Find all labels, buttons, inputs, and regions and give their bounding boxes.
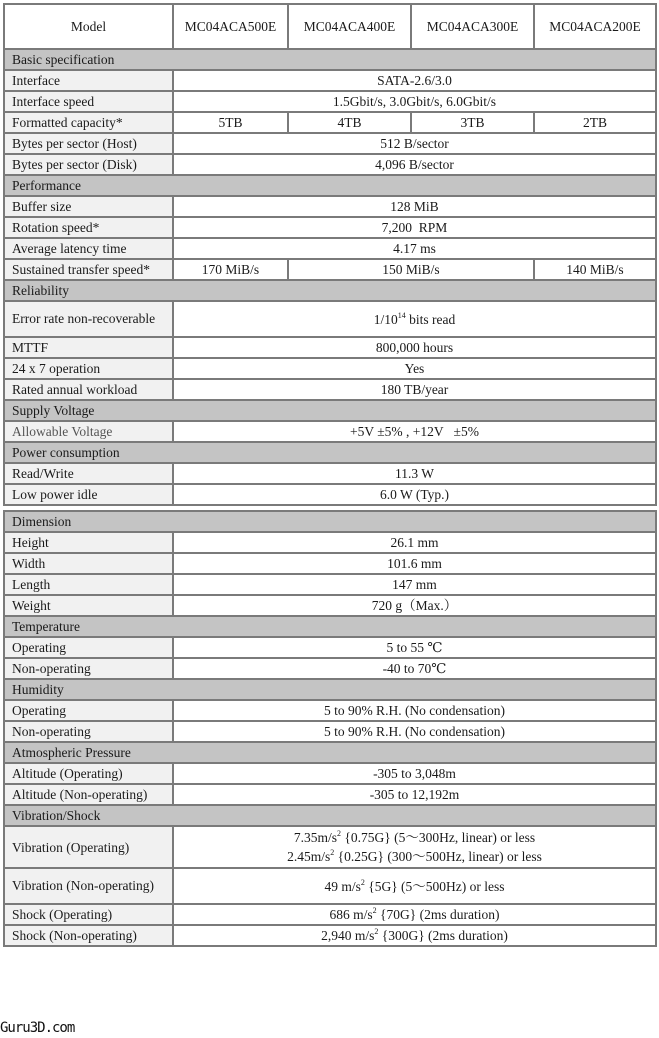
section-temperature: Temperature [4,616,656,637]
value-text: {300G} (2ms duration) [378,928,508,943]
table-row [4,484,656,505]
row-label: Formatted capacity* [4,112,173,133]
error-rate-suffix: bits read [405,311,456,327]
capacity-value: 5TB [173,112,288,133]
row-label: Average latency time [4,238,173,259]
table-row [4,91,656,112]
row-value: 26.1 mm [173,532,656,553]
table-row [4,763,656,784]
row-value [173,826,656,868]
table-row [4,637,656,658]
superscript: 2 [372,906,377,915]
row-value: -305 to 3,048m [173,763,656,784]
section-vibration: Vibration/Shock [4,805,656,826]
row-label: Interface [4,70,173,91]
row-value [173,925,656,946]
error-rate-exponent: 14 [397,310,406,320]
model-name: MC04ACA300E [411,4,534,49]
table-row [4,112,656,133]
row-value: +5V ±5% , +12V ±5% [173,421,656,442]
model-name: MC04ACA200E [534,4,656,49]
error-rate-prefix: 1/10 [373,311,398,327]
row-value: -305 to 12,192m [173,784,656,805]
header-row [4,4,656,49]
row-value: Yes [173,358,656,379]
row-label: Bytes per sector (Disk) [4,154,173,175]
row-value: 147 mm [173,574,656,595]
row-value: SATA-2.6/3.0 [173,70,656,91]
row-value: 1.5Gbit/s, 3.0Gbit/s, 6.0Gbit/s [173,91,656,112]
section-power: Power consumption [4,442,656,463]
row-label: Operating [4,637,173,658]
row-label: Vibration (Operating) [4,826,173,868]
table-row [4,553,656,574]
row-label: Non-operating [4,658,173,679]
section-humidity: Humidity [4,679,656,700]
row-label: Length [4,574,173,595]
value-text: 2,940 m/s [321,928,375,943]
row-label: Read/Write [4,463,173,484]
row-value: -40 to 70℃ [173,658,656,679]
section-reliability: Reliability [4,280,656,301]
table-row [4,658,656,679]
model-header: Model [4,4,173,49]
row-value: 128 MiB [173,196,656,217]
table-row [4,301,656,337]
row-label: Bytes per sector (Host) [4,133,173,154]
row-label: MTTF [4,337,173,358]
row-label: Altitude (Non-operating) [4,784,173,805]
table-row [4,784,656,805]
row-value: 7,200 RPM [173,217,656,238]
section-basic: Basic specification [4,49,656,70]
value-text: {5G} (5～500Hz) or less [364,878,505,894]
row-label: Buffer size [4,196,173,217]
row-value: 720 g（Max.） [173,595,656,616]
section-pressure: Atmospheric Pressure [4,742,656,763]
table-row [4,358,656,379]
capacity-value: 4TB [288,112,411,133]
value-text: 7.35m/s [293,830,338,845]
row-label: 24 x 7 operation [4,358,173,379]
table-row [4,868,656,904]
row-value: 101.6 mm [173,553,656,574]
row-value: 512 B/sector [173,133,656,154]
row-label: Operating [4,700,173,721]
table-row [4,238,656,259]
model-name: MC04ACA500E [173,4,288,49]
row-label: Vibration (Non-operating) [4,868,173,904]
table-row [4,826,656,868]
row-value: 4,096 B/sector [173,154,656,175]
superscript: 2 [374,927,379,936]
value-text: 49 m/s [324,878,361,894]
table-row [4,196,656,217]
row-value: 5 to 90% R.H. (No condensation) [173,721,656,742]
watermark: Guru3D.com [0,1020,75,1036]
row-label: Width [4,553,173,574]
table-row [4,925,656,946]
table-row [4,574,656,595]
value-text: {70G} (2ms duration) [376,907,500,922]
table-row [4,337,656,358]
row-value [173,904,656,925]
table-row [4,700,656,721]
table-row [4,259,656,280]
table-row [4,463,656,484]
table-row [4,217,656,238]
row-label: Shock (Non-operating) [4,925,173,946]
table-row [4,904,656,925]
table-row [4,421,656,442]
row-value [173,868,656,904]
table-row [4,595,656,616]
table-row [4,154,656,175]
vibration-op-line-2 [181,847,648,866]
row-value: 800,000 hours [173,337,656,358]
model-name: MC04ACA400E [288,4,411,49]
row-value: 6.0 W (Typ.) [173,484,656,505]
table-row [4,721,656,742]
table-row [4,532,656,553]
row-label: Shock (Operating) [4,904,173,925]
row-value: 5 to 55 ℃ [173,637,656,658]
row-value: 5 to 90% R.H. (No condensation) [173,700,656,721]
value-text: {0.25G} (300～500Hz, linear) or less [334,849,542,864]
table-row [4,379,656,400]
superscript: 2 [330,848,335,857]
vibration-op-line-1 [181,828,648,847]
row-label: Rated annual workload [4,379,173,400]
capacity-value: 3TB [411,112,534,133]
value-text: 686 m/s [329,907,373,922]
section-dimension: Dimension [4,511,656,532]
superscript: 2 [337,829,342,838]
row-value [173,301,656,337]
row-label: Altitude (Operating) [4,763,173,784]
transfer-value: 150 MiB/s [288,259,534,280]
spec-table [3,3,657,947]
row-value: 11.3 W [173,463,656,484]
section-performance: Performance [4,175,656,196]
table-row [4,70,656,91]
row-label: Allowable Voltage [4,421,173,442]
value-text: 2.45m/s [287,849,331,864]
row-value: 180 TB/year [173,379,656,400]
row-label: Sustained transfer speed* [4,259,173,280]
row-label: Error rate non-recoverable [4,301,173,337]
transfer-value: 140 MiB/s [534,259,656,280]
row-label: Non-operating [4,721,173,742]
row-label: Weight [4,595,173,616]
capacity-value: 2TB [534,112,656,133]
row-label: Rotation speed* [4,217,173,238]
row-label: Interface speed [4,91,173,112]
transfer-value: 170 MiB/s [173,259,288,280]
row-label: Height [4,532,173,553]
table-row [4,133,656,154]
row-value: 4.17 ms [173,238,656,259]
superscript: 2 [360,877,365,887]
row-label: Low power idle [4,484,173,505]
section-supply-voltage: Supply Voltage [4,400,656,421]
value-text: {0.75G} (5～300Hz, linear) or less [341,830,536,845]
